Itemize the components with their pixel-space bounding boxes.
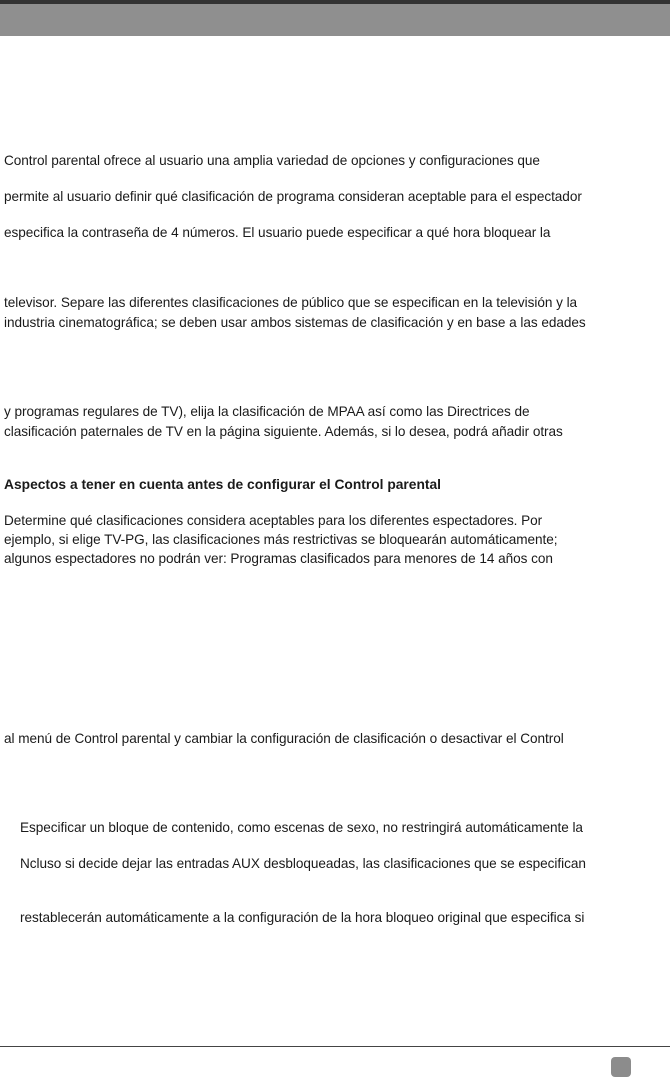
paragraph-4-line-1: Determine qué clasificaciones considera aceptables para los diferentes espectadores. Por [4, 513, 543, 528]
paragraph-1-line-1: Control parental ofrece al usuario una amplia variedad de opciones y configuraciones que [4, 153, 540, 168]
page-number-badge [611, 1057, 631, 1077]
paragraph-3-line-1: y programas regulares de TV), elija la clasificación de MPAA así como las Directrices de [4, 404, 530, 419]
footer-rule [0, 1046, 670, 1047]
paragraph-2-line-2: industria cinematográfica; se deben usar ambos sistemas de clasificación y en base a las edades [4, 315, 586, 330]
note-line-3: restablecerán automáticamente a la configuración de la hora bloqueo original que especifica si [20, 910, 585, 925]
paragraph-2-line-1: televisor. Separe las diferentes clasificaciones de público que se especifican en la televisión y la [4, 295, 578, 310]
paragraph-4-line-2: ejemplo, si elige TV-PG, las clasificaciones más restrictivas se bloquearán automáticamente; [4, 532, 558, 547]
header-bar [0, 4, 670, 36]
paragraph-5-line-1: al menú de Control parental y cambiar la configuración de clasificación o desactivar el Control [4, 731, 564, 746]
paragraph-1-line-2: permite al usuario definir qué clasificación de programa consideran aceptable para el espectador [4, 189, 582, 204]
section-heading: Aspectos a tener en cuenta antes de configurar el Control parental [4, 477, 442, 492]
paragraph-4-line-3: algunos espectadores no podrán ver: Programas clasificados para menores de 14 años con [4, 551, 553, 566]
note-line-2: Ncluso si decide dejar las entradas AUX desbloqueadas, las clasificaciones que se especifican [20, 856, 586, 871]
paragraph-3-line-2: clasificación paternales de TV en la página siguiente. Además, si lo desea, podrá añadir otras [4, 424, 563, 439]
note-line-1: Especificar un bloque de contenido, como escenas de sexo, no restringirá automáticamente la [20, 820, 583, 835]
paragraph-1-line-3: especifica la contraseña de 4 números. El usuario puede especificar a qué hora bloquear la [4, 225, 551, 240]
